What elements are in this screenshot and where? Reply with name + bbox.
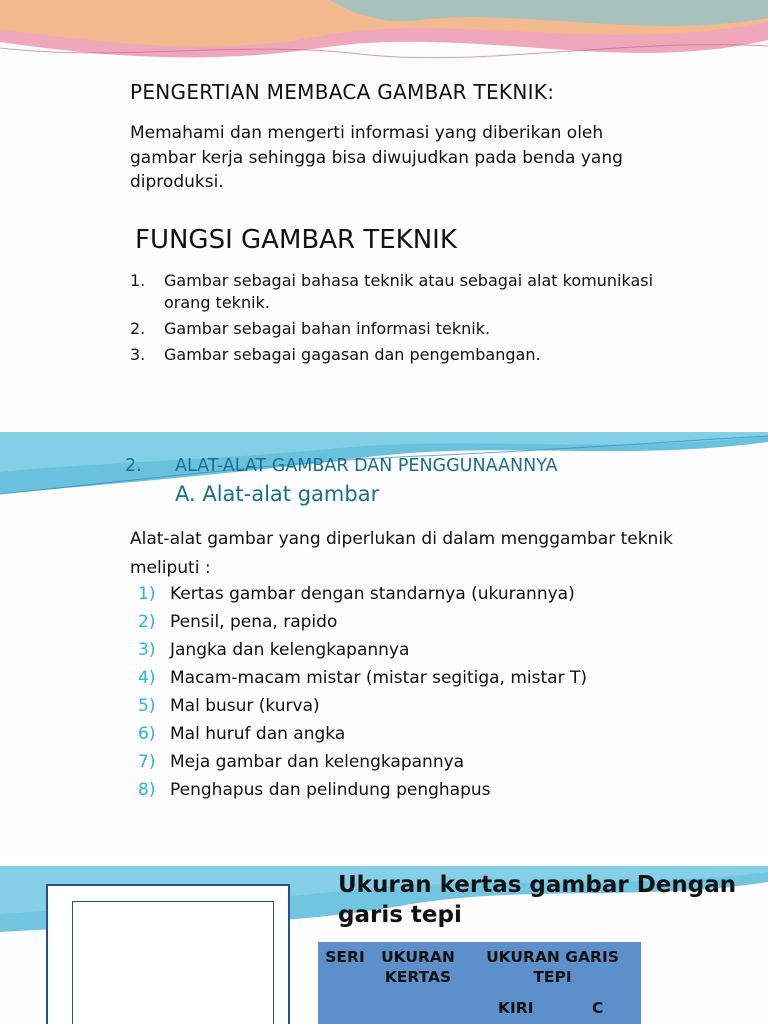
list-number: 2. [130, 319, 146, 338]
list-text: Gambar sebagai gagasan dan pengembangan. [164, 345, 541, 364]
column-header-ukuran-kertas: UKURAN KERTAS [381, 948, 455, 986]
function-list [130, 270, 690, 370]
slide-pengertian [0, 0, 768, 427]
list-number: 4) [138, 668, 156, 688]
list-item [130, 270, 690, 314]
slide-title: PENGERTIAN MEMBACA GAMBAR TEKNIK: [130, 80, 555, 104]
list-number: 1. [130, 271, 146, 290]
slide-ukuran-kertas [0, 866, 768, 1024]
column-header-seri: SERI [325, 948, 365, 966]
list-number: 5) [138, 696, 156, 716]
list-text: Mal busur (kurva) [170, 696, 320, 716]
list-item [130, 695, 670, 718]
section-heading: FUNGSI GAMBAR TEKNIK [135, 225, 457, 255]
intro-text: Alat-alat gambar yang diperlukan di dalam menggambar teknik meliputi : [130, 529, 673, 578]
list-text: Pensil, pena, rapido [170, 612, 338, 632]
heading-number: 2. [125, 456, 142, 476]
list-item [130, 723, 670, 746]
list-item [130, 583, 670, 606]
list-text: Jangka dan kelengkapannya [170, 640, 410, 660]
list-item [130, 344, 690, 366]
list-number: 2) [138, 612, 156, 632]
inner-frame-line [72, 901, 274, 1024]
subheader-kiri: KIRI [498, 999, 534, 1017]
list-item [130, 751, 670, 774]
list-item [130, 639, 670, 662]
list-item [130, 318, 690, 340]
list-number: 1) [138, 584, 156, 604]
list-item [130, 779, 670, 802]
wave-header-decoration [0, 0, 768, 70]
list-number: 6) [138, 724, 156, 744]
heading-text: ALAT-ALAT GAMBAR DAN PENGGUNAANNYA [175, 456, 558, 476]
list-text: Meja gambar dan kelengkapannya [170, 752, 465, 772]
list-number: 8) [138, 780, 156, 800]
list-number: 3. [130, 345, 146, 364]
definition-text: Memahami dan mengerti informasi yang diberikan oleh gambar kerja sehingga bisa diwujudkan pada benda yang diproduksi. [130, 123, 623, 192]
list-item [130, 611, 670, 634]
list-text: Penghapus dan pelindung penghapus [170, 780, 491, 800]
list-text: Gambar sebagai bahan informasi teknik. [164, 319, 491, 338]
list-text: Macam-macam mistar (mistar segitiga, mistar T) [170, 668, 587, 688]
list-item [130, 667, 670, 690]
list-text: Gambar sebagai bahasa teknik atau sebagai alat komunikasi orang teknik. [164, 271, 654, 312]
column-header-ukuran-garis-tepi: UKURAN GARIS TEPI [486, 948, 619, 986]
subheader-c: C [592, 999, 604, 1017]
tools-list [130, 583, 670, 807]
list-text: Kertas gambar dengan standarnya (ukurannya) [170, 584, 575, 604]
subheading: A. Alat-alat gambar [175, 482, 380, 506]
paper-border-illustration [46, 884, 290, 1024]
list-text: Mal huruf dan angka [170, 724, 346, 744]
slide-title: Ukuran kertas gambar Dengan garis tepi [338, 872, 737, 928]
list-number: 7) [138, 752, 156, 772]
slide-alat-gambar [0, 432, 768, 856]
list-number: 3) [138, 640, 156, 660]
slide-title [125, 456, 558, 476]
